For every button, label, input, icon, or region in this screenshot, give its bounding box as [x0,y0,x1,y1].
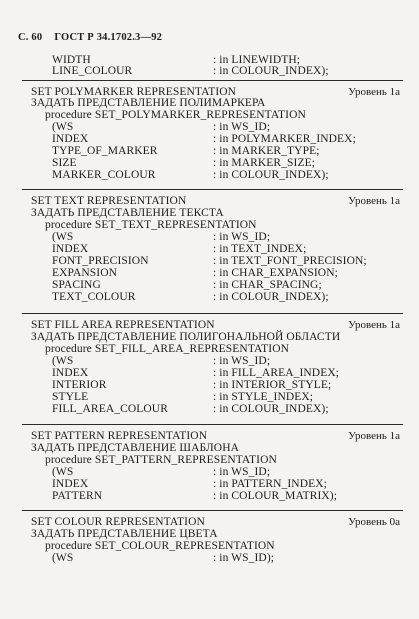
section-title-ru: ЗАДАТЬ ПРЕДСТАВЛЕНИЕ ПОЛИГОНАЛЬНОЙ ОБЛАСТИ [31,331,341,343]
param-name: INDEX [52,243,89,255]
param-decl: : in WS_ID; [213,466,271,478]
param-name: WIDTH [52,54,91,66]
param-decl: : in PATTERN_INDEX; [213,478,327,490]
section-divider [22,510,403,511]
level-label: Уровень 1a [348,195,400,207]
section-title-en: SET TEXT REPRESENTATION [31,195,187,207]
param-name: TYPE_OF_MARKER [52,145,158,157]
param-decl: : in WS_ID; [213,231,271,243]
param-decl: : in LINEWIDTH; [213,54,301,66]
section-title-en: SET POLYMARKER REPRESENTATION [31,86,237,98]
param-name: LINE_COLOUR [52,65,133,77]
param-name: (WS [52,552,74,564]
param-decl: : in COLOUR_INDEX); [213,169,329,181]
param-decl: : in WS_ID; [213,355,271,367]
section-title-ru: ЗАДАТЬ ПРЕДСТАВЛЕНИЕ ПОЛИМАРКЕРА [31,97,266,109]
section-title-ru: ЗАДАТЬ ПРЕДСТАВЛЕНИЕ ТЕКСТА [31,207,224,219]
level-label: Уровень 1a [348,430,400,442]
param-decl: : in WS_ID); [213,552,275,564]
procedure-signature: procedure SET_COLOUR_REPRESENTATION [45,540,275,552]
param-name: INTERIOR [52,379,107,391]
param-decl: : in TEXT_FONT_PRECISION; [213,255,367,267]
param-name: SIZE [52,157,77,169]
param-decl: : in COLOUR_INDEX); [213,65,329,77]
param-name: EXPANSION [52,267,118,279]
section-divider [22,313,403,314]
param-name: INDEX [52,367,89,379]
param-name: FILL_AREA_COLOUR [52,403,168,415]
param-name: TEXT_COLOUR [52,291,136,303]
param-decl: : in MARKER_SIZE; [213,157,316,169]
param-decl: : in TEXT_INDEX; [213,243,307,255]
page-header [18,32,162,43]
param-decl: : in COLOUR_INDEX); [213,291,329,303]
param-name: INDEX [52,478,89,490]
param-decl: : in CHAR_EXPANSION; [213,267,338,279]
param-name: FONT_PRECISION [52,255,149,267]
level-label: Уровень 1a [348,86,400,98]
param-name: INDEX [52,133,89,145]
standard-code: ГОСТ Р 34.1702.3—92 [54,32,163,43]
param-name: SPACING [52,279,101,291]
level-label: Уровень 0a [348,516,400,528]
param-name: (WS [52,466,74,478]
param-decl: : in COLOUR_MATRIX); [213,490,338,502]
page-number: С. 60 [18,32,43,43]
param-name: PATTERN [52,490,103,502]
param-name: MARKER_COLOUR [52,169,156,181]
param-decl: : in WS_ID; [213,121,271,133]
section-title-ru: ЗАДАТЬ ПРЕДСТАВЛЕНИЕ ЦВЕТА [31,528,218,540]
section-title-en: SET FILL AREA REPRESENTATION [31,319,215,331]
procedure-signature: procedure SET_PATTERN_REPRESENTATION [45,454,277,466]
param-decl: : in STYLE_INDEX; [213,391,314,403]
param-decl: : in INTERIOR_STYLE; [213,379,332,391]
section-divider [22,189,403,190]
section-title-ru: ЗАДАТЬ ПРЕДСТАВЛЕНИЕ ШАБЛОНА [31,442,240,454]
param-name: (WS [52,231,74,243]
level-label: Уровень 1a [348,319,400,331]
param-name: (WS [52,355,74,367]
param-decl: : in COLOUR_INDEX); [213,403,329,415]
param-decl: : in FILL_AREA_INDEX; [213,367,340,379]
param-name: STYLE [52,391,89,403]
section-divider [22,424,403,425]
section-divider [22,80,403,81]
param-decl: : in CHAR_SPACING; [213,279,322,291]
param-decl: : in POLYMARKER_INDEX; [213,133,356,145]
param-decl: : in MARKER_TYPE; [213,145,320,157]
param-name: (WS [52,121,74,133]
procedure-signature: procedure SET_FILL_AREA_REPRESENTATION [45,343,290,355]
section-title-en: SET PATTERN REPRESENTATION [31,430,208,442]
procedure-signature: procedure SET_TEXT_REPRESENTATION [45,219,257,231]
section-title-en: SET COLOUR REPRESENTATION [31,516,205,528]
procedure-signature: procedure SET_POLYMARKER_REPRESENTATION [45,109,306,121]
